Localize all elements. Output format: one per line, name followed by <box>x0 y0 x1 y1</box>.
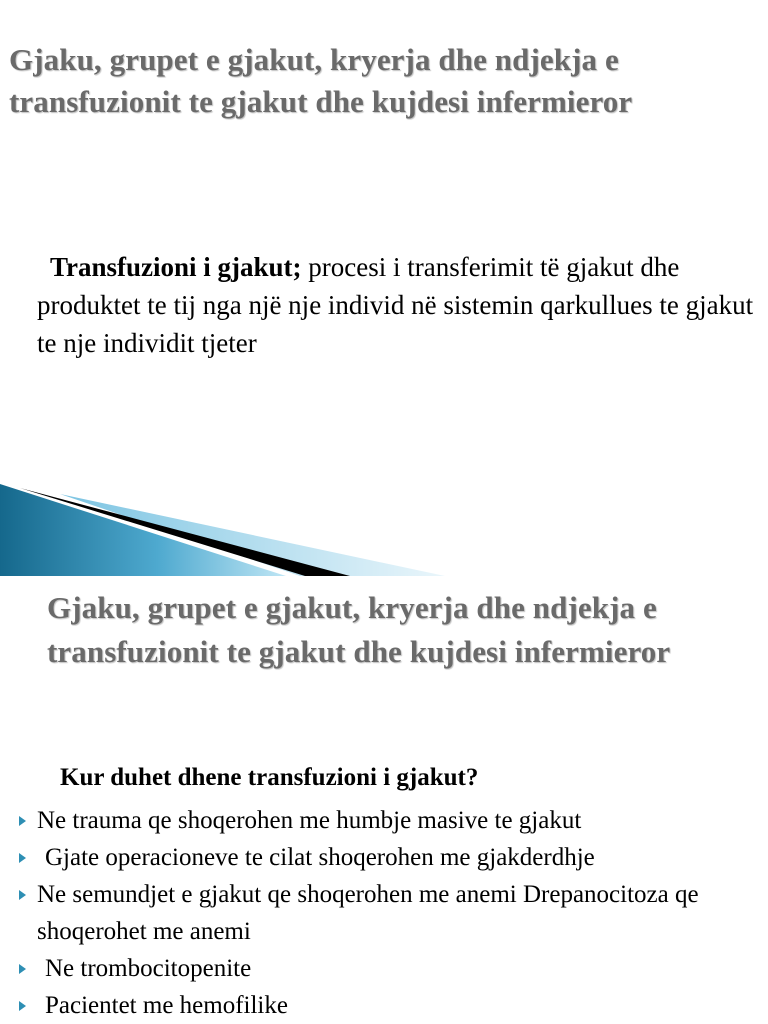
list-item <box>17 802 757 839</box>
list-item <box>17 950 757 987</box>
list-item-text: Pacientet me hemofilike <box>45 992 288 1019</box>
list-item <box>17 876 757 950</box>
list-item-text: Ne semundjet e gjakut qe shoqerohen me anemi Drepanocitoza qe shoqerohet me anemi <box>37 881 699 945</box>
triangle-bullet-icon <box>19 816 26 826</box>
slide-2-title: Gjaku, grupet e gjakut, kryerja dhe ndjekja e transfuzionit te gjakut dhe kujdesi infermieror <box>47 590 671 669</box>
triangle-bullet-icon <box>19 964 26 974</box>
triangle-bullet-icon <box>19 890 26 900</box>
definition-text: procesi i transferimit të gjakut dhe produktet te tij nga një nje individ në sistemin qarkullues te gjakut te nje individit tjeter <box>37 252 754 358</box>
definition-term: Transfuzioni i gjakut; <box>50 252 302 282</box>
question-heading: Kur duhet dhene transfuzioni i gjakut? <box>60 764 479 791</box>
triangle-bullet-icon <box>19 853 26 863</box>
list-item-text: Gjate operacioneve te cilat shoqerohen me gjakderdhje <box>45 844 595 871</box>
definition-paragraph <box>37 248 762 362</box>
triangle-bullet-icon <box>19 1001 26 1011</box>
slide-1-title: Gjaku, grupet e gjakut, kryerja dhe ndjekja e transfuzionit te gjakut dhe kujdesi infermieror <box>9 42 633 119</box>
list-item-text: Ne trauma qe shoqerohen me humbje masive te gjakut <box>37 807 582 834</box>
list-item <box>17 987 757 1024</box>
slide-2 <box>0 576 768 1024</box>
list-item <box>17 839 757 876</box>
bullet-list <box>17 802 757 1024</box>
slide-accent-swoosh <box>0 476 768 576</box>
list-item-text: Ne trombocitopenite <box>45 955 252 982</box>
accent-blue-band <box>0 484 286 576</box>
